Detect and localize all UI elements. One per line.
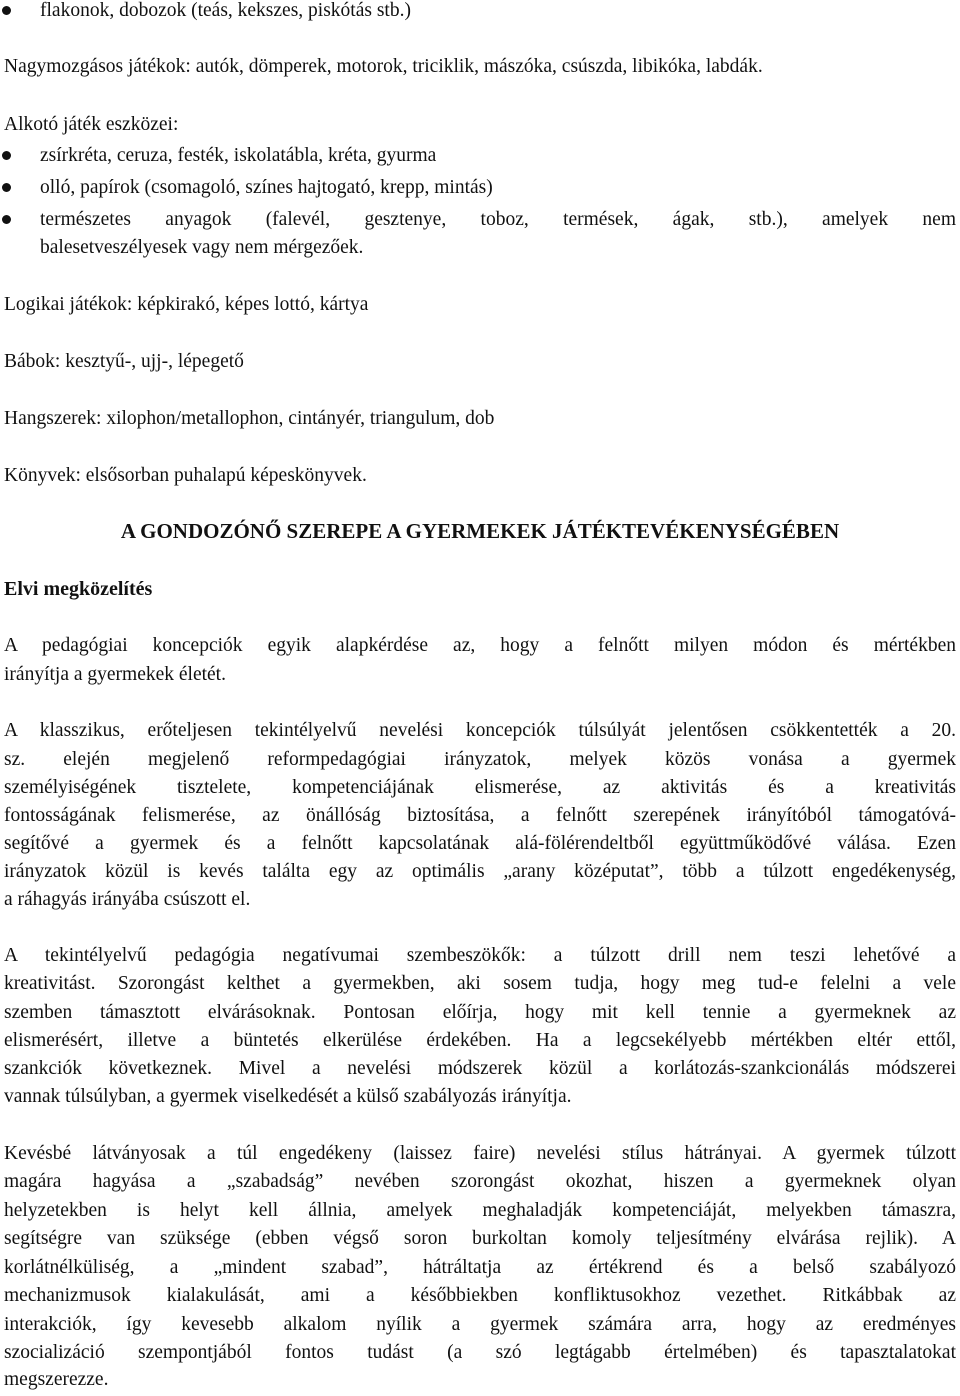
- paragraph-line: megszerezze.: [4, 1369, 109, 1390]
- gross-motor-toys-line: Nagymozgásos játékok: autók, dömperek, motorok, triciklik, mászóka, csúszda, libikóka, labdák.: [4, 56, 763, 77]
- list-item-text: természetes anyagok (falevél, gesztenye, toboz, termések, ágak, stb.), amelyek nem: [40, 209, 956, 230]
- section-title: A GONDOZÓNŐ SZEREPE A GYERMEKEK JÁTÉKTEVÉKENYSÉGÉBEN: [120, 519, 840, 543]
- paragraph-line: fontosságának felismerése, az önállóság biztosítása, a felnőtt szerepének irányítóból támogatóvá-: [4, 805, 956, 826]
- paragraph-line: Kevésbé látványosak a túl engedékeny (laissez faire) nevelési stílus hátrányai. A gyermek túlzott: [4, 1143, 956, 1164]
- paragraph-line: sz. elején megjelenő reformpedagógiai irányzatok, melyek közös vonása a gyermek: [4, 749, 956, 770]
- logic-games-line: Logikai játékok: képkirakó, képes lottó, kártya: [4, 294, 369, 315]
- paragraph-line: helyzetekben is helyt kell állnia, amelyek meghaladják kompetenciáját, melyekben támaszra,: [4, 1200, 956, 1221]
- paragraph-line: kreativitást. Szorongást kelthet a gyermekben, aki sosem tudja, hogy meg tud-e felelni a vele: [4, 973, 956, 994]
- bullet-icon: [2, 151, 11, 160]
- paragraph-line: szankciók következnek. Mivel a nevelési módszerek közül a korlátozás-szankcionálás módszerei: [4, 1058, 956, 1079]
- paragraph-line: szemben támasztott elvárásoknak. Pontosan előírja, hogy mit kell tennie a gyermeknek az: [4, 1002, 956, 1023]
- paragraph-line: vannak túlsúlyban, a gyermek viselkedését a külső szabályozás irányítja.: [4, 1086, 572, 1107]
- paragraph-line: interakciók, így kevesebb alkalom nyílik a gyermek számára arra, hogy az eredményes: [4, 1314, 956, 1335]
- creative-tools-heading: Alkotó játék eszközei:: [4, 114, 179, 135]
- paragraph-line: személyiségének tisztelete, kompetenciájának elismerése, az aktivitás és a kreativitás: [4, 777, 956, 798]
- list-item-text: flakonok, dobozok (teás, kekszes, piskótás stb.): [40, 0, 411, 21]
- paragraph-line: irányítja a gyermekek életét.: [4, 664, 226, 685]
- paragraph-line: segítővé a gyermek és a felnőtt kapcsolatának alá-fölérendeltből együttműködővé válása. Ezen: [4, 833, 956, 854]
- paragraph-line: szocializáció szempontjából fontos tudást (a szó legtágabb értelmében) és tapasztalatokat: [4, 1342, 956, 1363]
- paragraph-line: segítségre van szüksége (ebben végső soron burkoltan komoly teljesítmény elvárása rejlik). A: [4, 1228, 956, 1249]
- paragraph-line: korlátnélküliség, a „mindent szabad”, hátráltatja az értékrend és a belső szabályozó: [4, 1257, 956, 1278]
- paragraph-line: A tekintélyelvű pedagógia negatívumai szembeszökők: a túlzott drill nem teszi lehetővé a: [4, 945, 956, 966]
- paragraph-line: A klasszikus, erőteljesen tekintélyelvű nevelési koncepciók túlsúlyát jelentősen csökkentették a 20.: [4, 720, 956, 741]
- bullet-icon: [2, 6, 11, 15]
- instruments-line: Hangszerek: xilophon/metallophon, cintányér, triangulum, dob: [4, 408, 495, 429]
- paragraph-line: irányzatok közül is kevés találta egy az optimális „arany középutat”, több a túlzott engedékenység,: [4, 861, 956, 882]
- paragraph-line: A pedagógiai koncepciók egyik alapkérdése az, hogy a felnőtt milyen módon és mértékben: [4, 635, 956, 656]
- puppets-line: Bábok: kesztyű-, ujj-, lépegető: [4, 351, 244, 372]
- paragraph-line: a ráhagyás irányába csúszott el.: [4, 889, 251, 910]
- paragraph-line: mechanizmusok kialakulását, ami a későbbiekben konfliktusokhoz vezethet. Ritkábbak az: [4, 1285, 956, 1306]
- paragraph-line: magára hagyása a „szabadság” nevében szorongást okozhat, hiszen a gyermeknek olyan: [4, 1171, 956, 1192]
- paragraph-line: elismerésért, illetve a büntetés elkerülése érdekében. Ha a legcsekélyebb mértékben eltér ettől,: [4, 1030, 956, 1051]
- bullet-icon: [2, 215, 11, 224]
- list-item-text: balesetveszélyesek vagy nem mérgezőek.: [40, 237, 364, 258]
- list-item-text: olló, papírok (csomagoló, színes hajtogató, krepp, mintás): [40, 177, 493, 198]
- bullet-icon: [2, 183, 11, 192]
- list-item-text: zsírkréta, ceruza, festék, iskolatábla, kréta, gyurma: [40, 145, 437, 166]
- books-line: Könyvek: elsősorban puhalapú képeskönyvek.: [4, 465, 367, 486]
- subheading: Elvi megközelítés: [4, 578, 153, 600]
